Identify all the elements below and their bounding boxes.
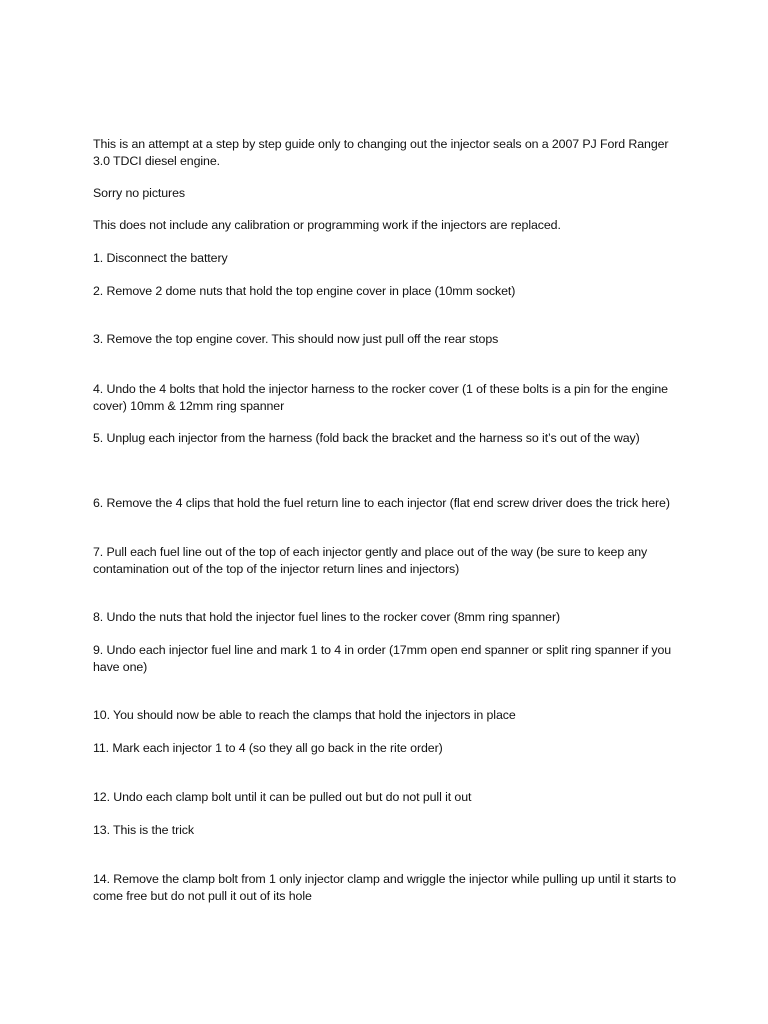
intro-paragraph: This is an attempt at a step by step guide only to changing out the injector seals on a 2007 PJ Ford Ranger 3.0 TDCI diesel engine.: [93, 137, 669, 168]
step-7: 7. Pull each fuel line out of the top of each injector gently and place out of the way (be sure to keep any contamination out of the top of the injector return lines and injectors): [93, 545, 648, 576]
step-12: 12. Undo each clamp bolt until it can be pulled out but do not pull it out: [93, 790, 472, 804]
step-6: 6. Remove the 4 clips that hold the fuel return line to each injector (flat end screw driver does the trick here): [93, 496, 670, 510]
note-no-pictures: Sorry no pictures: [93, 186, 185, 200]
step-10: 10. You should now be able to reach the clamps that hold the injectors in place: [93, 708, 516, 722]
note-no-calibration: This does not include any calibration or programming work if the injectors are replaced.: [93, 218, 561, 232]
step-9: 9. Undo each injector fuel line and mark 1 to 4 in order (17mm open end spanner or split ring spanner if you have one): [93, 643, 672, 674]
step-8: 8. Undo the nuts that hold the injector fuel lines to the rocker cover (8mm ring spanner): [93, 610, 561, 624]
step-1: 1. Disconnect the battery: [93, 251, 228, 265]
step-3: 3. Remove the top engine cover. This should now just pull off the rear stops: [93, 332, 499, 346]
step-4: 4. Undo the 4 bolts that hold the injector harness to the rocker cover (1 of these bolts is a pin for the engine cover) 10mm & 12mm ring spanner: [93, 382, 668, 413]
step-14: 14. Remove the clamp bolt from 1 only injector clamp and wriggle the injector while pulling up until it starts to come free but do not pull it out of its hole: [93, 872, 677, 903]
step-5: 5. Unplug each injector from the harness (fold back the bracket and the harness so it’s out of the way): [93, 431, 640, 445]
step-2: 2. Remove 2 dome nuts that hold the top engine cover in place (10mm socket): [93, 284, 516, 298]
step-11: 11. Mark each injector 1 to 4 (so they all go back in the rite order): [93, 741, 443, 755]
step-13: 13. This is the trick: [93, 823, 194, 837]
